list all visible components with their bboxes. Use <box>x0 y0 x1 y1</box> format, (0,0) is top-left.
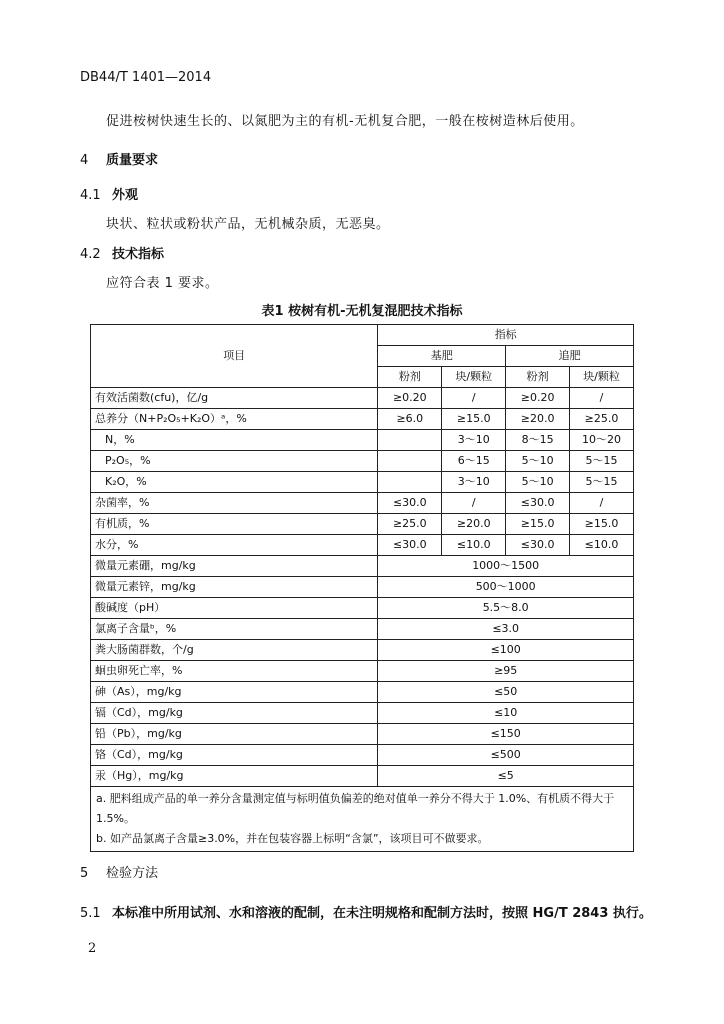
section-number: 4 <box>80 153 89 168</box>
table-row <box>91 493 634 514</box>
section-number: 5 <box>80 866 89 881</box>
table-row <box>91 430 634 451</box>
merged-value: 500～1000 <box>378 577 634 598</box>
table-row <box>91 724 634 745</box>
merged-value: ≤5 <box>378 766 634 787</box>
section-title: 质量要求 <box>106 153 159 168</box>
row-label: 铬（Cd），mg/kg <box>91 745 378 766</box>
cell-value: / <box>442 493 506 514</box>
header-top-dressing: 追肥 <box>506 346 634 367</box>
intro-paragraph: 促进桉树快速生长的、以氮肥为主的有机-无机复合肥，一般在桉树造林后使用。 <box>106 114 584 129</box>
cell-value: ≥15.0 <box>570 514 634 535</box>
header-granule: 块/颗粒 <box>442 367 506 388</box>
row-label: 氯离子含量ᵇ，% <box>91 619 378 640</box>
merged-value: ≥95 <box>378 661 634 682</box>
table-row <box>91 640 634 661</box>
cell-value: 5～10 <box>506 451 570 472</box>
table-title: 表1 桉树有机-无机复混肥技术指标 <box>261 304 463 319</box>
section-number: 4.2 <box>80 247 101 262</box>
section-4-1-text: 块状、粒状或粉状产品，无机械杂质，无恶臭。 <box>106 217 390 232</box>
cell-value: / <box>442 388 506 409</box>
merged-value: ≤500 <box>378 745 634 766</box>
table-row <box>91 745 634 766</box>
row-label: P₂O₅，% <box>91 451 378 472</box>
section-5-heading <box>80 862 158 881</box>
merged-value: ≤50 <box>378 682 634 703</box>
table-row <box>91 451 634 472</box>
row-label: 水分，% <box>91 535 378 556</box>
table-row <box>91 556 634 577</box>
header-indicator: 指标 <box>378 325 634 346</box>
table-row <box>91 766 634 787</box>
cell-value: ≥0.20 <box>378 388 442 409</box>
cell-value: 5～10 <box>506 472 570 493</box>
row-label: 粪大肠菌群数，个/g <box>91 640 378 661</box>
table-row <box>91 409 634 430</box>
cell-value: 3～10 <box>442 430 506 451</box>
header-powder: 粉剂 <box>506 367 570 388</box>
cell-value: 6～15 <box>442 451 506 472</box>
cell-value: ≥6.0 <box>378 409 442 430</box>
merged-value: ≤100 <box>378 640 634 661</box>
section-5-1-paragraph <box>80 902 652 921</box>
table-row <box>91 577 634 598</box>
section-4-2-text: 应符合表 1 要求。 <box>106 276 219 291</box>
table-row <box>91 514 634 535</box>
row-label: 铅（Pb），mg/kg <box>91 724 378 745</box>
row-label: N，% <box>91 430 378 451</box>
merged-value: 1000～1500 <box>378 556 634 577</box>
section-4-1-heading <box>80 184 138 203</box>
table-row <box>91 535 634 556</box>
cell-value: ≥20.0 <box>506 409 570 430</box>
header-item: 项目 <box>91 325 378 388</box>
cell-value: ≥15.0 <box>506 514 570 535</box>
section-title: 检验方法 <box>106 866 159 881</box>
row-label: 微量元素锌，mg/kg <box>91 577 378 598</box>
note-b: b. 如产品氯离子含量≥3.0%，并在包装容器上标明“含氯”，该项目可不做要求。 <box>96 832 489 845</box>
section-number: 5.1 <box>80 906 101 921</box>
note-a: a. 肥料组成产品的单一养分含量测定值与标明值负偏差的绝对值单一养分不得大于 1.0%、有机质不得大于 1.5%。 <box>96 792 615 825</box>
section-title: 技术指标 <box>112 247 165 262</box>
table-notes <box>91 787 634 852</box>
table-row <box>91 682 634 703</box>
cell-value: ≤30.0 <box>378 535 442 556</box>
cell-value <box>378 430 442 451</box>
cell-value: 5～15 <box>570 451 634 472</box>
row-label: 镉（Cd），mg/kg <box>91 703 378 724</box>
technical-indicator-table <box>90 324 634 852</box>
table-row <box>91 472 634 493</box>
section-title: 外观 <box>112 188 139 203</box>
row-label: 酸碱度（pH） <box>91 598 378 619</box>
cell-value: ≥25.0 <box>378 514 442 535</box>
cell-value: ≥0.20 <box>506 388 570 409</box>
table-row <box>91 661 634 682</box>
cell-value: ≤30.0 <box>506 493 570 514</box>
row-label: 微量元素硼，mg/kg <box>91 556 378 577</box>
merged-value: 5.5～8.0 <box>378 598 634 619</box>
cell-value: 3～10 <box>442 472 506 493</box>
header-powder: 粉剂 <box>378 367 442 388</box>
document-code: DB44/T 1401—2014 <box>80 70 212 85</box>
cell-value: ≥20.0 <box>442 514 506 535</box>
section-text: 本标准中所用试剂、水和溶液的配制，在未注明规格和配制方法时，按照 HG/T 2843 执行。 <box>112 906 652 921</box>
cell-value: ≤10.0 <box>442 535 506 556</box>
header-base-fertilizer: 基肥 <box>378 346 506 367</box>
cell-value: 5～15 <box>570 472 634 493</box>
cell-value: 10～20 <box>570 430 634 451</box>
table-row <box>91 619 634 640</box>
cell-value: ≤10.0 <box>570 535 634 556</box>
page-number: 2 <box>88 941 97 956</box>
cell-value <box>378 472 442 493</box>
cell-value <box>378 451 442 472</box>
merged-value: ≤3.0 <box>378 619 634 640</box>
row-label: 有效活菌数(cfu)，亿/g <box>91 388 378 409</box>
table-header-row <box>91 325 634 346</box>
row-label: 总养分（N+P₂O₅+K₂O）ᵃ，% <box>91 409 378 430</box>
section-4-heading <box>80 149 158 168</box>
header-granule: 块/颗粒 <box>570 367 634 388</box>
section-4-2-heading <box>80 243 164 262</box>
table-row <box>91 388 634 409</box>
cell-value: ≥15.0 <box>442 409 506 430</box>
row-label: 蛔虫卵死亡率，% <box>91 661 378 682</box>
row-label: 有机质，% <box>91 514 378 535</box>
merged-value: ≤10 <box>378 703 634 724</box>
table-row <box>91 703 634 724</box>
cell-value: ≤30.0 <box>506 535 570 556</box>
section-number: 4.1 <box>80 188 101 203</box>
cell-value: 8～15 <box>506 430 570 451</box>
cell-value: / <box>570 388 634 409</box>
row-label: 砷（As），mg/kg <box>91 682 378 703</box>
merged-value: ≤150 <box>378 724 634 745</box>
row-label: 杂菌率，% <box>91 493 378 514</box>
cell-value: ≤30.0 <box>378 493 442 514</box>
cell-value: / <box>570 493 634 514</box>
table-row <box>91 598 634 619</box>
cell-value: ≥25.0 <box>570 409 634 430</box>
table-notes-row <box>91 787 634 852</box>
row-label: K₂O，% <box>91 472 378 493</box>
row-label: 汞（Hg），mg/kg <box>91 766 378 787</box>
